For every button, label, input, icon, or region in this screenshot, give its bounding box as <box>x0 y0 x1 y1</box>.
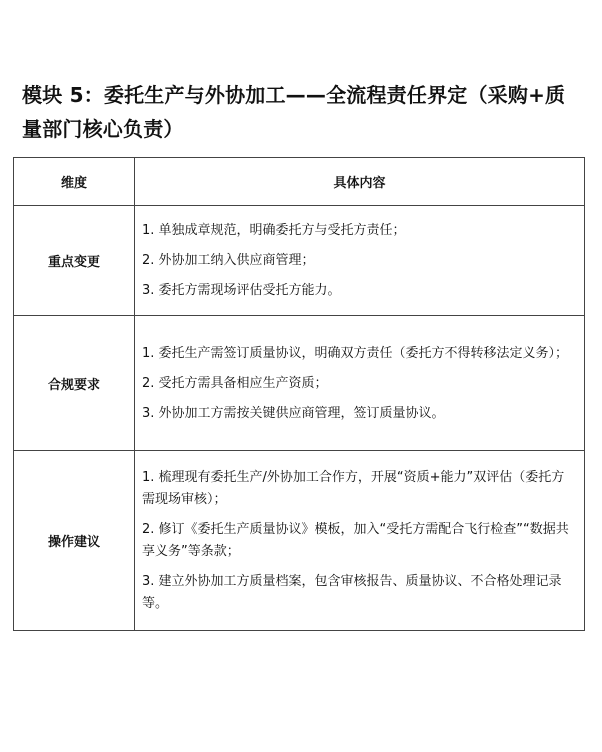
list-item: 1. 单独成章规范，明确委托方与受托方责任； <box>142 223 406 238</box>
list-item: 1. 委托生产需签订质量协议，明确双方责任（委托方不得转移法定义务）； <box>142 345 569 361</box>
table-row <box>14 316 585 451</box>
list-item: 3. 委托方需现场评估受托方能力。 <box>142 283 341 298</box>
row-dimension-operations: 操作建议 <box>14 451 135 631</box>
row-content-key-changes <box>135 206 585 316</box>
header-content: 具体内容 <box>135 158 585 206</box>
table-row <box>14 451 585 631</box>
list-item: 2. 修订《委托生产质量协议》模板，加入“受托方需配合飞行检查”“数据共享义务”等条款； <box>142 522 569 559</box>
row-content-compliance <box>135 316 585 451</box>
row-content-operations <box>135 451 585 631</box>
row-dimension-compliance: 合规要求 <box>14 316 135 451</box>
page-title: 模块 5：委托生产与外协加工——全流程责任界定（采购+质量部门核心负责） <box>22 83 566 141</box>
module-table <box>13 157 585 631</box>
list-item: 1. 梳理现有委托生产/外协加工合作方，开展“资质+能力”双评估（委托方需现场审核）； <box>142 470 565 507</box>
list-item: 3. 建立外协加工方质量档案，包含审核报告、质量协议、不合格处理记录等。 <box>142 574 562 611</box>
list-item: 2. 外协加工纳入供应商管理； <box>142 253 315 268</box>
table-header-row <box>14 158 585 206</box>
header-dimension: 维度 <box>14 158 135 206</box>
table-row <box>14 206 585 316</box>
row-dimension-key-changes: 重点变更 <box>14 206 135 316</box>
list-item: 3. 外协加工方需按关键供应商管理，签订质量协议。 <box>142 405 445 421</box>
list-item: 2. 受托方需具备相应生产资质； <box>142 375 328 391</box>
